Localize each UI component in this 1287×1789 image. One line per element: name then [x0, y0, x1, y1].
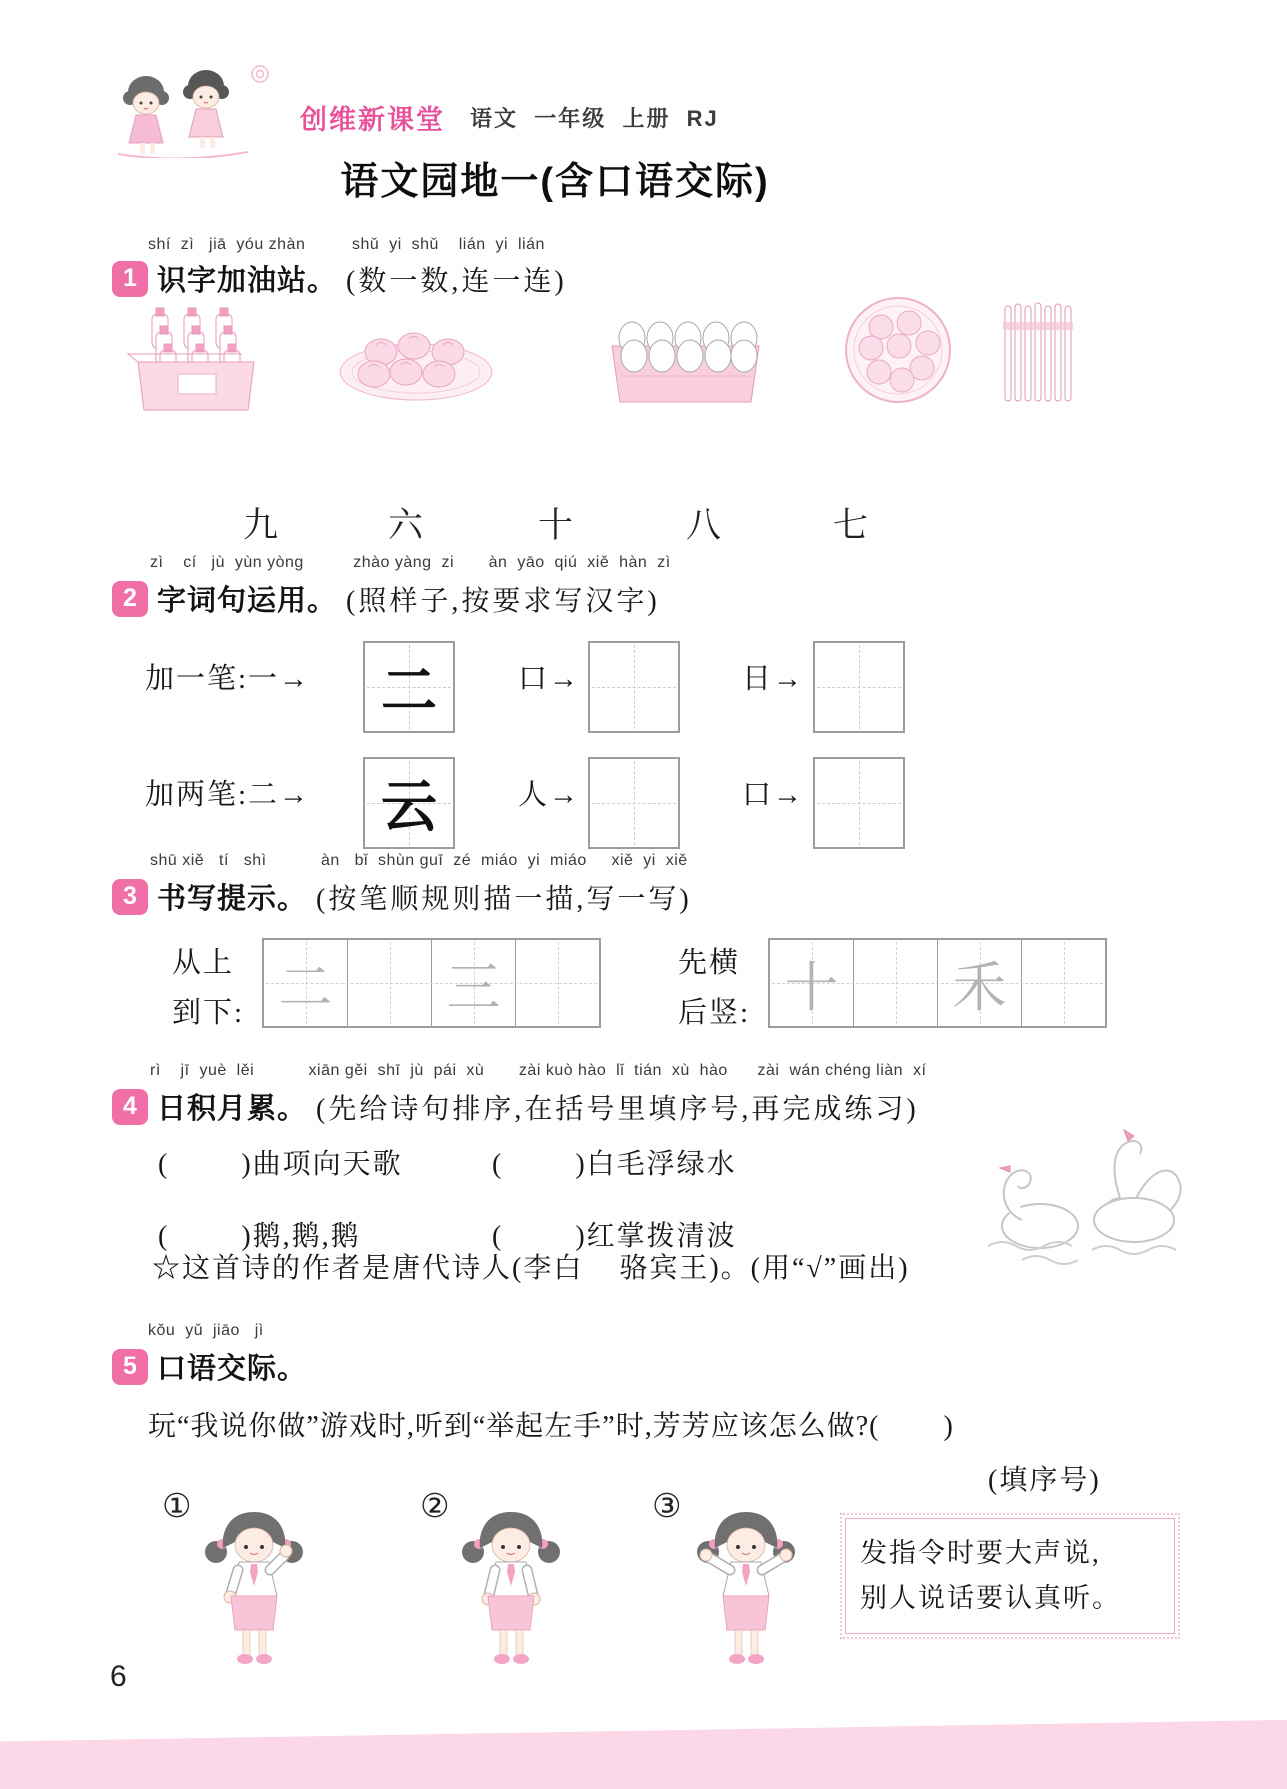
number-word-eight: 八	[686, 506, 722, 545]
add-two-strokes-kou-label: 口→	[742, 779, 805, 811]
add-two-strokes-label: 加两笔:二→	[145, 779, 311, 811]
section-4-heading	[112, 1086, 919, 1127]
s1-pinyin-paren: shǔ yi shǔ lián yi lián	[352, 236, 545, 253]
poem-line-1b: ( )白毛浮绿水	[492, 1149, 737, 1180]
s5-pinyin: kǒu yǔ jiāo jì	[148, 1322, 264, 1339]
s4-pinyin: rì jī yuè lěi xiān gěi shī jù pái xù zài kuò hào lǐ tián xù hào zài wán chéng liàn xí	[150, 1062, 927, 1079]
tip-line-1: 发指令时要大声说,	[860, 1538, 1101, 1568]
page-number: 6	[110, 1660, 127, 1693]
section-5-title: 口语交际。	[157, 1353, 308, 1385]
section-3-instruction: (按笔顺规则描一描,写一写)	[316, 883, 692, 915]
section-3-title: 书写提示。	[157, 883, 308, 915]
answer-box-empty	[588, 757, 680, 849]
girl-arms-out-illustration	[690, 1500, 802, 1668]
grid-cell	[1022, 940, 1105, 1026]
character-box-er	[363, 641, 455, 733]
s3-pinyin: shū xiě tí shì àn bǐ shùn guī zé miáo yi miáo xiě yi xiě	[150, 852, 688, 869]
two-swans-illustration	[982, 1108, 1192, 1273]
grid-cell: 三	[432, 940, 516, 1026]
section-4-number-badge: 4	[112, 1089, 148, 1125]
section-5-heading	[112, 1346, 307, 1387]
page-title: 语文园地一(含口语交际)	[340, 161, 770, 203]
section-4-instruction: (先给诗句排序,在括号里填序号,再完成练习)	[316, 1093, 919, 1125]
writing-grid-right	[768, 938, 1107, 1028]
grid-cell: 禾	[938, 940, 1022, 1026]
brand-title: 创维新课堂	[300, 105, 445, 135]
book-meta: 语文 一年级 上册 RJ	[470, 106, 719, 131]
option-1-marker: ①	[162, 1489, 192, 1525]
poem-line-2b: ( )红掌拨清波	[492, 1221, 737, 1252]
top-to-bottom-label-2: 到下:	[172, 997, 245, 1029]
dumpling-plate-illustration	[336, 312, 496, 407]
section-2-instruction: (照样子,按要求写汉字)	[346, 585, 660, 617]
section-2-heading	[112, 578, 660, 619]
tip-line-2: 别人说话要认真听。	[860, 1583, 1121, 1613]
answer-box-empty	[813, 757, 905, 849]
option-3-marker: ③	[652, 1489, 682, 1525]
section-4-title: 日积月累。	[157, 1093, 308, 1125]
number-word-nine: 九	[243, 506, 279, 545]
section-2-title: 字词句运用。	[157, 585, 338, 617]
section-1-title: 识字加油站。	[157, 265, 338, 297]
answer-box-empty	[588, 641, 680, 733]
grid-cell	[854, 940, 938, 1026]
add-one-stroke-kou-label: 口→	[518, 663, 581, 695]
poem-author-question: ☆这首诗的作者是唐代诗人(李白 骆宾王)。(用“√”画出)	[152, 1253, 910, 1284]
horizontal-first-label-2: 后竖:	[678, 997, 751, 1029]
poem-line-1a: ( )曲项向天歌	[158, 1149, 403, 1180]
section-1-instruction: (数一数,连一连)	[346, 265, 567, 297]
character-box-yun	[363, 757, 455, 849]
bottle-crate-illustration	[126, 300, 266, 415]
number-word-six: 六	[388, 506, 424, 545]
add-one-stroke-label: 加一笔:一→	[145, 663, 311, 695]
grid-cell	[516, 940, 599, 1026]
two-girls-icon	[100, 58, 280, 158]
section-3-heading	[112, 876, 692, 917]
add-two-strokes-ren-label: 人→	[518, 779, 581, 811]
section-1-heading	[112, 258, 567, 299]
answer-box-empty	[813, 641, 905, 733]
number-word-seven: 七	[833, 506, 869, 545]
character-yun: 云	[381, 777, 437, 839]
writing-grid-left	[262, 938, 601, 1028]
section-5-number-badge: 5	[112, 1349, 148, 1385]
number-word-ten: 十	[538, 506, 574, 545]
horizontal-first-label-1: 先横	[678, 947, 741, 979]
option-2-marker: ②	[420, 1489, 450, 1525]
bottom-pink-band	[0, 1717, 1287, 1789]
tangyuan-plate-illustration	[843, 294, 953, 406]
s1-pinyin-heading: shí zì jiā yóu zhàn	[148, 236, 306, 253]
fill-number-hint: (填序号)	[988, 1465, 1101, 1496]
top-to-bottom-label-1: 从上	[172, 947, 235, 979]
poem-line-2a: ( )鹅,鹅,鹅	[158, 1221, 361, 1252]
egg-tray-illustration	[598, 298, 773, 410]
tip-box	[845, 1518, 1175, 1634]
add-one-stroke-ri-label: 日→	[742, 663, 805, 695]
section-2-number-badge: 2	[112, 581, 148, 617]
s2-pinyin: zì cí jù yùn yòng zhào yàng zi àn yāo qiú xiě hàn zì	[150, 554, 671, 571]
girl-raising-hand-illustration	[198, 1500, 310, 1668]
section-3-number-badge: 3	[112, 879, 148, 915]
girl-standing-illustration	[455, 1500, 567, 1668]
grid-cell: 二	[264, 940, 348, 1026]
grid-cell	[348, 940, 432, 1026]
grid-cell: 十	[770, 940, 854, 1026]
oral-question: 玩“我说你做”游戏时,听到“举起左手”时,芳芳应该怎么做?( )	[148, 1411, 954, 1442]
character-er: 二	[381, 661, 437, 723]
section-1-number-badge: 1	[112, 261, 148, 297]
stick-bundle-illustration	[1000, 298, 1076, 408]
